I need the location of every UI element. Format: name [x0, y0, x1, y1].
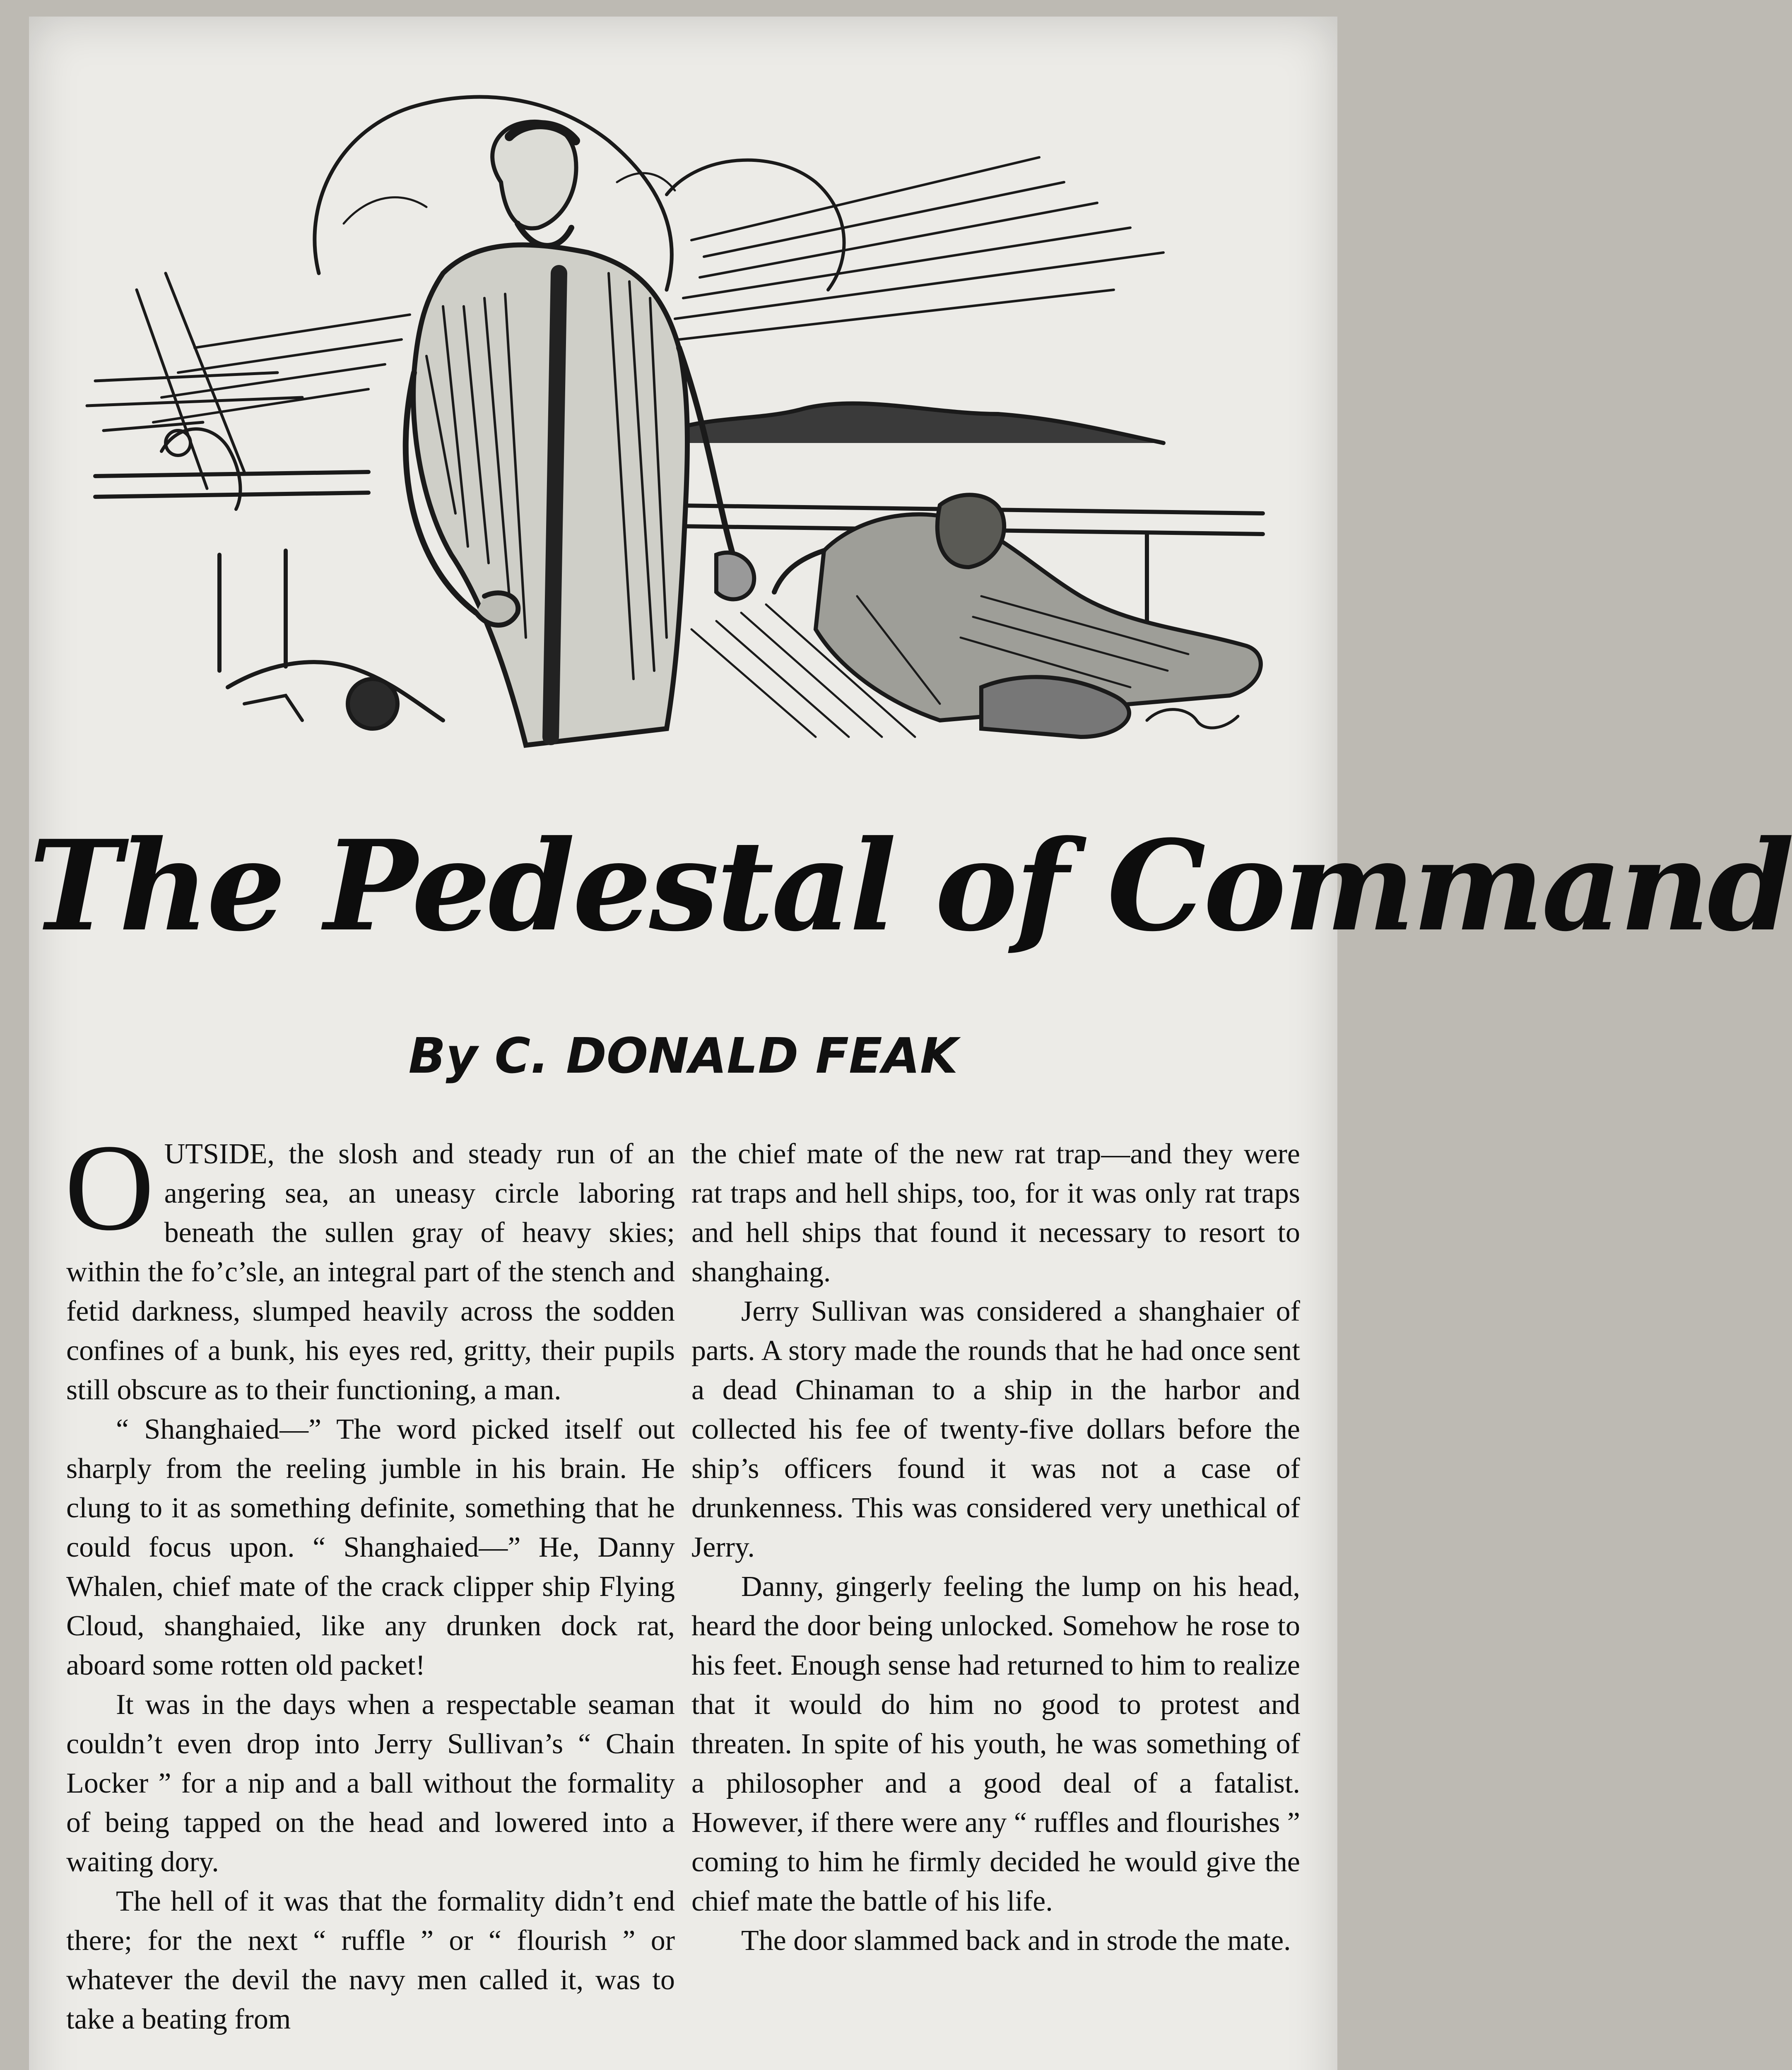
paragraph — [65, 1119, 675, 1410]
paragraph: The hell of it was that the formality didn’t end there; for the next “ ruffle ” or “ flourish ” or whatever the devil the navy men called it, was to take a beating from — [66, 1885, 675, 2035]
paragraph-text: UTSIDE, the slosh and steady run of an angering sea, an uneasy circle laboring beneath the sullen gray of heavy skies; within the fo’c’sle, an integral part of the stench and fetid darkness, slumped heavily across the sodden confines of a bunk, his eyes red, gritty, their pupils still obscure as to their functioning, a man. — [66, 1138, 675, 1406]
paragraph: Danny, gingerly feeling the lump on his head, heard the door being unlocked. Somehow he rose to his feet. Enough sense had returned to him to realize that it would do him no good to protest and threaten. In spite of his youth, he was something of a philosopher and a good deal of a fatalist. However, if there were any “ ruffles and flourishes ” coming to him he firmly decided he would give the chief mate the battle of his life. — [691, 1571, 1300, 1917]
text-column-left — [65, 1119, 675, 2070]
paragraph: It was in the days when a respectable seaman couldn’t even drop into Jerry Sullivan’s “ Chain Locker ” for a nip and a ball without the formality of being tapped on the head and lowered into a waiting dory. — [66, 1689, 675, 1878]
ship-deck-illustration-icon — [70, 58, 1296, 762]
paragraph: “ Shanghaied—” The word picked itself out sharply from the reeling jumble in his brain. He clung to it as something definite, something that he could focus upon. “ Shanghaied—” He, Danny Whalen, chief mate of the crack clipper ship Flying Cloud, shanghaied, like any drunken dock rat, aboard some rotten old packet! — [66, 1413, 675, 1681]
paragraph: Jerry Sullivan was considered a shanghaier of parts. A story made the rounds that he had once sent a dead Chinaman to a ship in the harbor and collected his fee of twenty-five dollars before the ship’s officers found it was not a case of drunkenness. This was considered very unethical of Jerry. — [691, 1295, 1300, 1563]
magazine-page — [29, 17, 1792, 2070]
author-byline: By C. DONALD FEAK — [408, 1027, 958, 1084]
paragraph: The door slammed back and in strode the mate. — [741, 1925, 1291, 1957]
paragraph: the chief mate of the new rat trap—and they were rat traps and hell ships, too, for it was only rat traps and hell ships that found it necessary to resort to shanghaing. — [691, 1138, 1300, 1288]
text-column-right — [691, 1134, 1300, 2070]
story-title: The Pedestal of Command — [29, 813, 1792, 959]
drop-cap: O — [65, 1119, 154, 1256]
